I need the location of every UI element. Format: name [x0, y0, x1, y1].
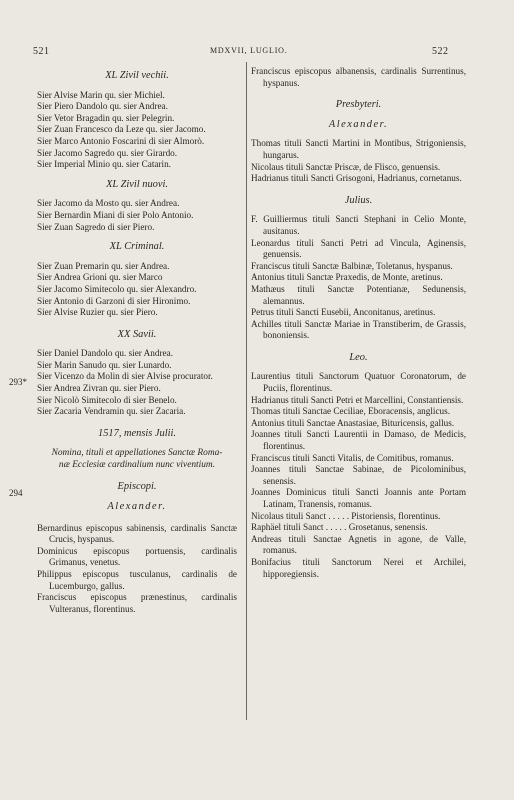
- cardinal-entry: Thomas tituli Sanctae Ceciliae, Eboracensis, anglicus.: [251, 406, 451, 417]
- cardinal-entry: Antonius tituli Sanctae Anastasiae, Bituricensis, gallus.: [251, 417, 455, 428]
- cardinal-entry: Nicolaus tituli Sanctæ Priscæ, de Flisco, genuensis.: [251, 161, 441, 172]
- margin-number: 293*: [9, 377, 27, 387]
- section-heading: XX Savii.: [117, 328, 157, 340]
- column-divider: [246, 62, 247, 720]
- list-item: Sier Bernardin Miani di sier Polo Antonio.: [37, 209, 194, 220]
- cardinal-entry: Antonius tituli Sanctæ Praxedis, de Monte, aretinus.: [251, 272, 443, 283]
- list-item: Sier Zuan Premarin qu. sier Andrea.: [37, 260, 170, 271]
- list-item: Sier Andrea Zivran qu. sier Piero.: [37, 383, 161, 394]
- list-item: Sier Daniel Dandolo qu. sier Andrea.: [37, 348, 173, 359]
- cardinal-entry: Joannes tituli Sanctae Sabinae, de Picolominibus, senensis.: [251, 464, 466, 486]
- left-page-number: 521: [33, 46, 50, 57]
- date-heading: 1517, mensis Julii.: [98, 427, 176, 439]
- section-heading: Alexander.: [328, 118, 389, 130]
- list-item: Sier Andrea Grioni qu. sier Marco: [37, 272, 163, 283]
- cardinal-entry: Raphäel tituli Sanct . . . . . Grosetanus, senensis.: [251, 522, 428, 533]
- section-heading: Presbyteri.: [335, 99, 382, 111]
- cardinal-entry: F. Guilliermus tituli Sancti Stephani in Celio Monte, ausitanus.: [251, 214, 466, 236]
- cardinal-entry: Thomas tituli Sancti Martini in Montibus, Strigoniensis, hungarus.: [251, 138, 466, 160]
- list-item: Sier Jacomo Sagredo qu. sier Girardo.: [37, 147, 178, 158]
- cardinal-entry: Joannes Dominicus tituli Sancti Joannis ante Portam Latinam, Tranensis, romanus.: [251, 487, 466, 509]
- document-title: næ Ecclesiæ cardinalium nunc viventium.: [58, 460, 216, 471]
- cardinal-entry: Bernardinus episcopus sabinensis, cardinalis Sanctæ Crucis, hyspanus.: [37, 522, 237, 545]
- list-item: Sier Alvise Marin qu. sier Michiel.: [37, 89, 165, 100]
- list-item: Sier Jacomo Simitecolo qu. sier Alexandro.: [37, 283, 197, 294]
- list-item: Sier Antonio di Garzoni di sier Hironimo.: [37, 295, 191, 306]
- list-item: Sier Zacaria Vendramin qu. sier Zacaria.: [37, 406, 186, 417]
- section-heading: XL Zivil nuovi.: [106, 178, 168, 190]
- cardinal-entry: Nicolaus tituli Sanct . . . . . Pistoriensis, florentinus.: [251, 510, 441, 521]
- list-item: Sier Zuan Francesco da Leze qu. sier Jacomo.: [37, 124, 206, 135]
- cardinal-entry: Laurentius tituli Sanctorum Quatuor Coronatorum, de Puciis, florentinus.: [251, 371, 466, 394]
- cardinal-entry: Leonardus tituli Sancti Petri ad Vincula, Aginensis, genuensis.: [251, 237, 466, 260]
- document-title: Nomina, tituli et appellationes Sanctæ Roma-: [51, 448, 223, 459]
- list-item: Sier Vicenzo da Molin di sier Alvise procurator.: [37, 371, 213, 382]
- section-heading: Alexander.: [107, 501, 167, 513]
- left-column: [37, 70, 237, 615]
- list-item: Sier Marin Sanudo qu. sier Lunardo.: [37, 359, 172, 370]
- cardinal-entry: Philippus episcopus tusculanus, cardinalis de Lucemburgo, gallus.: [37, 569, 237, 591]
- cardinal-entry: Hadrianus tituli Sancti Grisogoni, Hadrianus, cornetanus.: [251, 173, 462, 184]
- section-heading: Episcopi.: [117, 481, 157, 493]
- cardinal-entry: Bonifacius tituli Sanctorum Nerei et Archilei, hipporegiensis.: [251, 556, 466, 579]
- list-item: Sier Piero Dandolo qu. sier Andrea.: [37, 101, 168, 112]
- cardinal-entry: Mathæus tituli Sanctæ Potentianæ, Sedunensis, alemannus.: [251, 283, 466, 306]
- right-page-number: 522: [432, 46, 449, 57]
- cardinal-entry: Dominicus episcopus portuensis, cardinalis Grimanus, venetus.: [37, 545, 237, 568]
- section-heading: XL Criminal.: [109, 241, 165, 253]
- cardinal-entry: Franciscus tituli Sancti Vitalis, de Comitibus, romanus.: [251, 452, 454, 463]
- section-heading: XL Zivil vechii.: [105, 70, 169, 81]
- list-item: Sier Vetor Bragadin qu. sier Pelegrin.: [37, 112, 175, 123]
- list-item: Sier Nicolò Simitecolo di sier Benelo.: [37, 394, 177, 405]
- list-item: Sier Jacomo da Mosto qu. sier Andrea.: [37, 198, 180, 209]
- cardinal-entry: Petrus tituli Sancti Eusebii, Anconitanus, aretinus.: [251, 307, 436, 318]
- running-title: MDXVII, LUGLIO.: [210, 46, 288, 55]
- cardinal-entry: Achilles tituli Sanctæ Mariae in Transtiberim, de Grassis, bononiensis.: [251, 318, 466, 341]
- list-item: Sier Zuan Sagredo di sier Piero.: [37, 221, 155, 232]
- cardinal-entry: Hadrianus tituli Sancti Petri et Marcellini, Constantiensis.: [251, 394, 464, 405]
- margin-number: 294: [9, 488, 23, 498]
- section-heading: Julius.: [344, 194, 373, 206]
- section-heading: Leo.: [349, 351, 368, 363]
- cardinal-entry: Franciscus episcopus albanensis, cardinalis Surrentinus, hyspanus.: [251, 66, 466, 88]
- list-item: Sier Marco Antonio Foscarini di sier Almorò.: [37, 135, 205, 146]
- cardinal-entry: Franciscus episcopus prænestinus, cardinalis Vulteranus, florentinus.: [37, 592, 237, 614]
- cardinal-entry: Andreas tituli Sanctae Agnetis in agone, de Valle, romanus.: [251, 533, 466, 556]
- cardinal-entry: Franciscus tituli Sanctæ Balbinæ, Toletanus, hyspanus.: [251, 260, 453, 271]
- cardinal-entry: Joannes tituli Sancti Laurentii in Damaso, de Medicis, florentinus.: [251, 429, 466, 452]
- right-column: [251, 66, 466, 580]
- list-item: Sier Alvise Ruzier qu. sier Piero.: [37, 307, 158, 318]
- list-item: Sier Imperial Minio qu. sier Catarin.: [37, 159, 171, 170]
